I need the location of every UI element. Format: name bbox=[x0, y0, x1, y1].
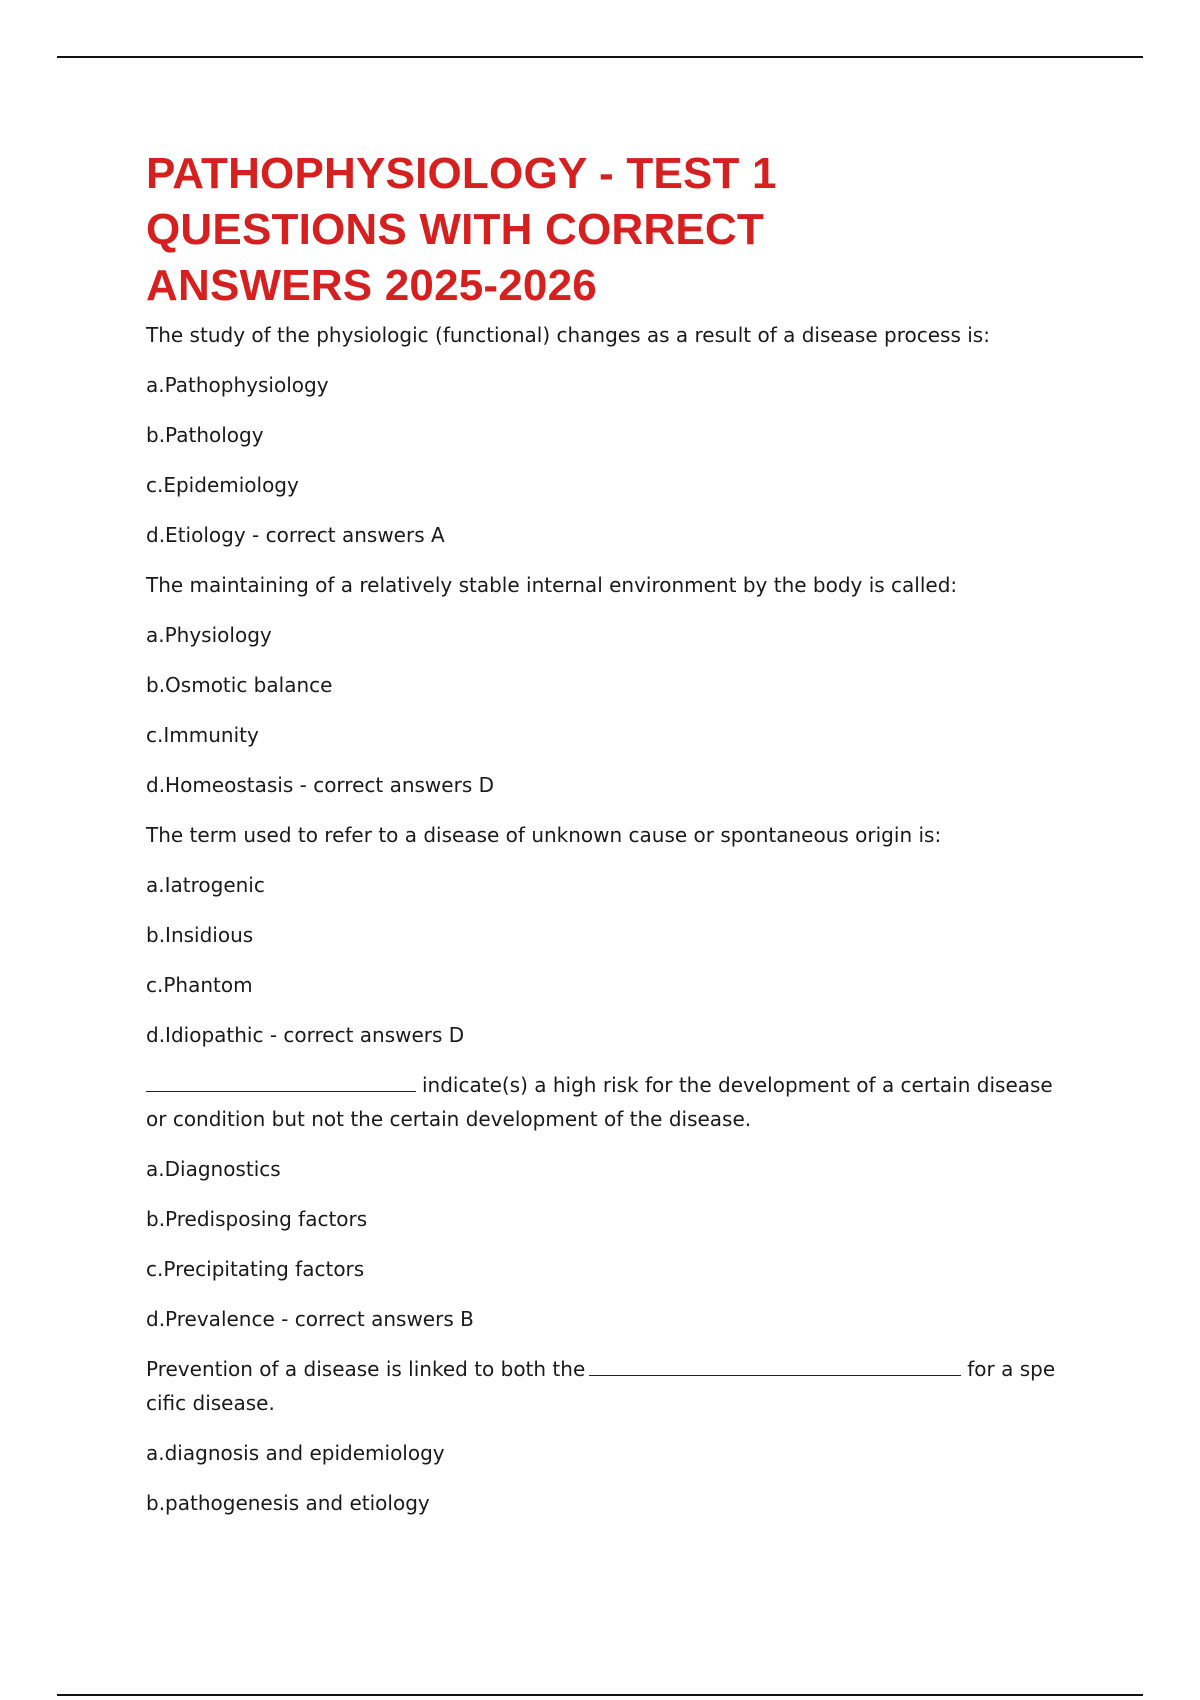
question-3-option-a: a.Iatrogenic bbox=[146, 873, 265, 897]
question-2-option-c: c.Immunity bbox=[146, 723, 259, 747]
document-body bbox=[146, 146, 1066, 1520]
question-3 bbox=[146, 818, 1066, 1052]
question-5 bbox=[146, 1352, 1066, 1520]
question-1-option-b: b.Pathology bbox=[146, 423, 264, 447]
question-1-option-a: a.Pathophysiology bbox=[146, 373, 329, 397]
document-title bbox=[146, 146, 1066, 314]
question-4-option-b: b.Predisposing factors bbox=[146, 1207, 368, 1231]
question-5-option-b: b.pathogenesis and etiology bbox=[146, 1491, 430, 1515]
title-line-2: QUESTIONS WITH CORRECT bbox=[146, 205, 764, 254]
answer-blank bbox=[589, 1353, 961, 1376]
question-2-option-b: b.Osmotic balance bbox=[146, 673, 333, 697]
question-3-option-d: d.Idiopathic - correct answers D bbox=[146, 1023, 465, 1047]
top-rule bbox=[57, 56, 1143, 58]
question-1-option-c: c.Epidemiology bbox=[146, 473, 299, 497]
question-2-text: The maintaining of a relatively stable internal environment by the body is called: bbox=[146, 573, 958, 597]
bottom-rule bbox=[57, 1694, 1143, 1696]
question-5-text-after-blank: for a spe bbox=[967, 1357, 1056, 1381]
question-2 bbox=[146, 568, 1066, 802]
title-line-1: PATHOPHYSIOLOGY - TEST 1 bbox=[146, 149, 777, 198]
question-5-text-before-blank: Prevention of a disease is linked to both the bbox=[146, 1357, 586, 1381]
question-5-text-line-1 bbox=[146, 1352, 1066, 1386]
question-2-option-a: a.Physiology bbox=[146, 623, 272, 647]
question-4 bbox=[146, 1068, 1066, 1336]
question-4-option-a: a.Diagnostics bbox=[146, 1157, 281, 1181]
question-3-option-c: c.Phantom bbox=[146, 973, 253, 997]
answer-blank bbox=[146, 1069, 416, 1092]
question-4-option-d: d.Prevalence - correct answers B bbox=[146, 1307, 474, 1331]
question-3-option-b: b.Insidious bbox=[146, 923, 254, 947]
question-4-text-line-1 bbox=[146, 1068, 1066, 1102]
question-2-option-d: d.Homeostasis - correct answers D bbox=[146, 773, 494, 797]
question-4-text-after-blank: indicate(s) a high risk for the development of a certain disease bbox=[422, 1073, 1053, 1097]
title-line-3: ANSWERS 2025-2026 bbox=[146, 261, 597, 310]
question-5-option-a: a.diagnosis and epidemiology bbox=[146, 1441, 445, 1465]
question-1-option-d: d.Etiology - correct answers A bbox=[146, 523, 445, 547]
question-1 bbox=[146, 318, 1066, 552]
question-1-text: The study of the physiologic (functional) changes as a result of a disease process is: bbox=[146, 323, 990, 347]
question-4-text-line-2: or condition but not the certain development of the disease. bbox=[146, 1107, 752, 1131]
question-3-text: The term used to refer to a disease of unknown cause or spontaneous origin is: bbox=[146, 823, 942, 847]
question-4-option-c: c.Precipitating factors bbox=[146, 1257, 365, 1281]
question-5-text-line-2: cific disease. bbox=[146, 1391, 275, 1415]
